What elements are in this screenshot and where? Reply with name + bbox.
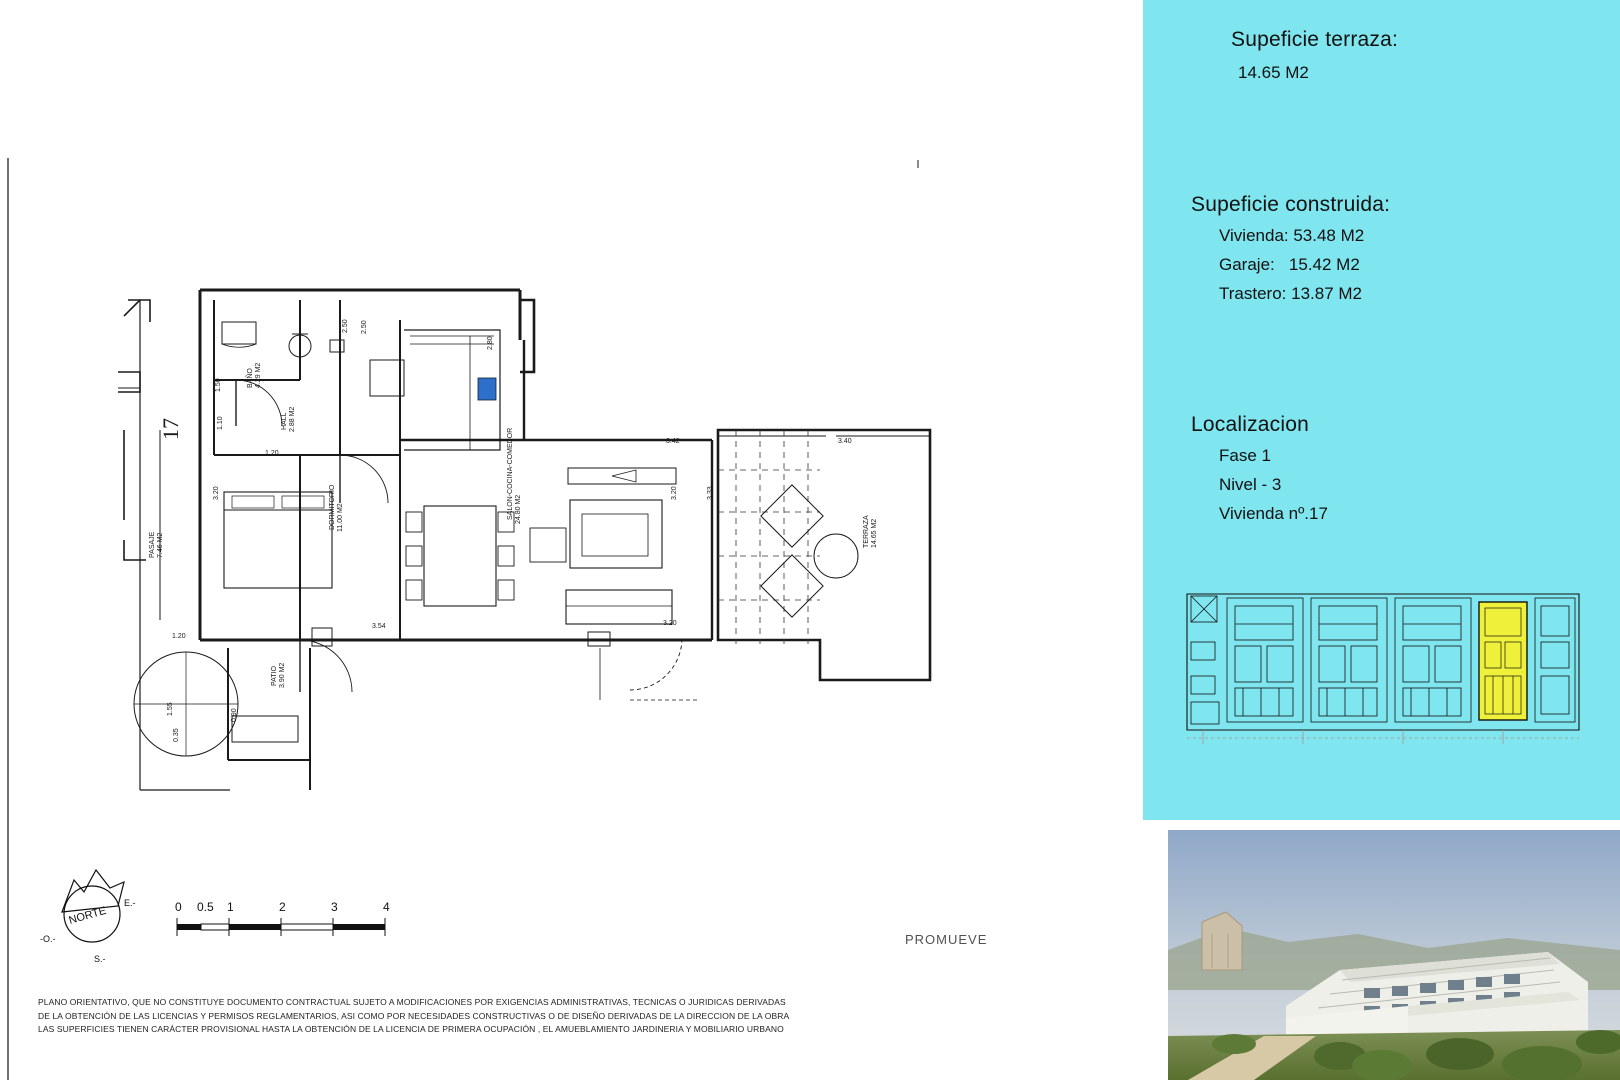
svg-text:3.40: 3.40 [838,438,852,445]
svg-text:14.65 M2: 14.65 M2 [871,518,878,548]
svg-text:NORTE: NORTE [67,904,108,927]
built-area-block [1191,193,1390,304]
svg-text:3.54: 3.54 [372,623,386,630]
svg-text:1.55: 1.55 [167,702,174,716]
svg-text:2.80: 2.80 [487,336,494,350]
svg-text:SALON-COCINA-COMEDOR: SALON-COCINA-COMEDOR [507,427,514,520]
svg-text:17: 17 [158,418,183,440]
svg-text:3.20: 3.20 [671,486,678,500]
svg-text:3.42: 3.42 [666,438,680,445]
svg-text:E.-: E.- [124,898,136,908]
scale-tick-4: 3 [331,900,338,914]
svg-text:BAÑO: BAÑO [247,368,254,388]
svg-text:0.90: 0.90 [231,708,238,722]
svg-text:2.50: 2.50 [361,320,368,334]
north-compass [40,862,150,967]
svg-text:PASAJE: PASAJE [149,531,156,558]
location-fase: Fase 1 [1219,446,1271,465]
svg-text:24.80 M2: 24.80 M2 [515,494,522,524]
location-block [1191,413,1328,524]
building-render [1168,830,1620,1080]
scale-tick-1: 0.5 [197,900,214,914]
svg-text:1.20: 1.20 [172,633,186,640]
built-area-vivienda: Vivienda: 53.48 M2 [1219,226,1365,245]
svg-text:PATIO: PATIO [271,666,278,686]
svg-text:3.90 M2: 3.90 M2 [279,662,286,688]
svg-text:2.88 M2: 2.88 M2 [289,406,296,432]
built-area-garaje: Garaje: 15.42 M2 [1219,255,1360,274]
disclaimer-line-2: DE LA OBTENCIÓN DE LAS LICENCIAS Y PERMISOS REGLAMENTARIOS, ASI COMO POR NECESIDADES CONSTRUCTIVAS O DE DISEÑO DERIVADAS DE LA DIRECCION DE LA OBRA [38,1010,790,1021]
disclaimer-line-3: LAS SUPERFICIES TIENEN CARÁCTER PROVISIONAL HASTA LA OBTENCIÓN DE LA LICENCIA DE PRIMERA OCUPACIÓN , EL AMUEBLAMIENTO JARDINERIA Y MOBILIARIO URBANO [38,1024,784,1034]
svg-text:3.33: 3.33 [707,486,714,500]
location-title: Localizacion [1191,413,1309,436]
svg-text:HALL: HALL [281,412,288,430]
svg-text:3.20: 3.20 [213,486,220,500]
svg-text:3.20: 3.20 [663,620,677,627]
svg-text:-O.-: -O.- [40,934,56,944]
svg-text:1.10: 1.10 [217,416,224,430]
svg-text:DORMITORIO: DORMITORIO [329,484,336,530]
built-area-title: Supeficie construida: [1191,193,1391,216]
svg-text:TERRAZA: TERRAZA [863,515,870,548]
svg-text:7.46 M2: 7.46 M2 [157,532,164,558]
svg-text:11.00 M2: 11.00 M2 [337,503,344,532]
info-panel [1143,0,1620,820]
scale-tick-5: 4 [383,900,390,914]
built-area-trastero: Trastero: 13.87 M2 [1219,284,1362,303]
location-vivienda: Vivienda nº.17 [1219,504,1328,523]
svg-text:4.29 M2: 4.29 M2 [255,362,262,388]
scale-bar [175,900,405,940]
disclaimer-text [38,996,1128,1037]
terrace-area-value: 14.65 M2 [1238,63,1309,82]
svg-text:1.50: 1.50 [215,378,222,392]
svg-text:S.-: S.- [94,954,106,964]
location-nivel: Nivel - 3 [1219,475,1282,494]
svg-text:1.20: 1.20 [265,450,279,457]
disclaimer-line-1: PLANO ORIENTATIVO, QUE NO CONSTITUYE DOCUMENTO CONTRACTUAL SUJETO A MODIFICACIONES POR EXIGENCIAS ADMINISTRATIVAS, TECNICAS O JURIDICAS DERIVADAS [38,997,786,1007]
key-plan [1183,580,1583,745]
scale-tick-3: 2 [279,900,286,914]
terrace-area-block [1231,28,1398,83]
scale-tick-0: 0 [175,900,182,914]
scale-bar-ticks [175,900,405,916]
promueve-label: PROMUEVE [905,932,988,947]
terrace-area-title: Supeficie terraza: [1231,28,1399,51]
svg-text:0.35: 0.35 [173,728,180,742]
svg-text:2.50: 2.50 [342,319,349,333]
scale-tick-2: 1 [227,900,234,914]
